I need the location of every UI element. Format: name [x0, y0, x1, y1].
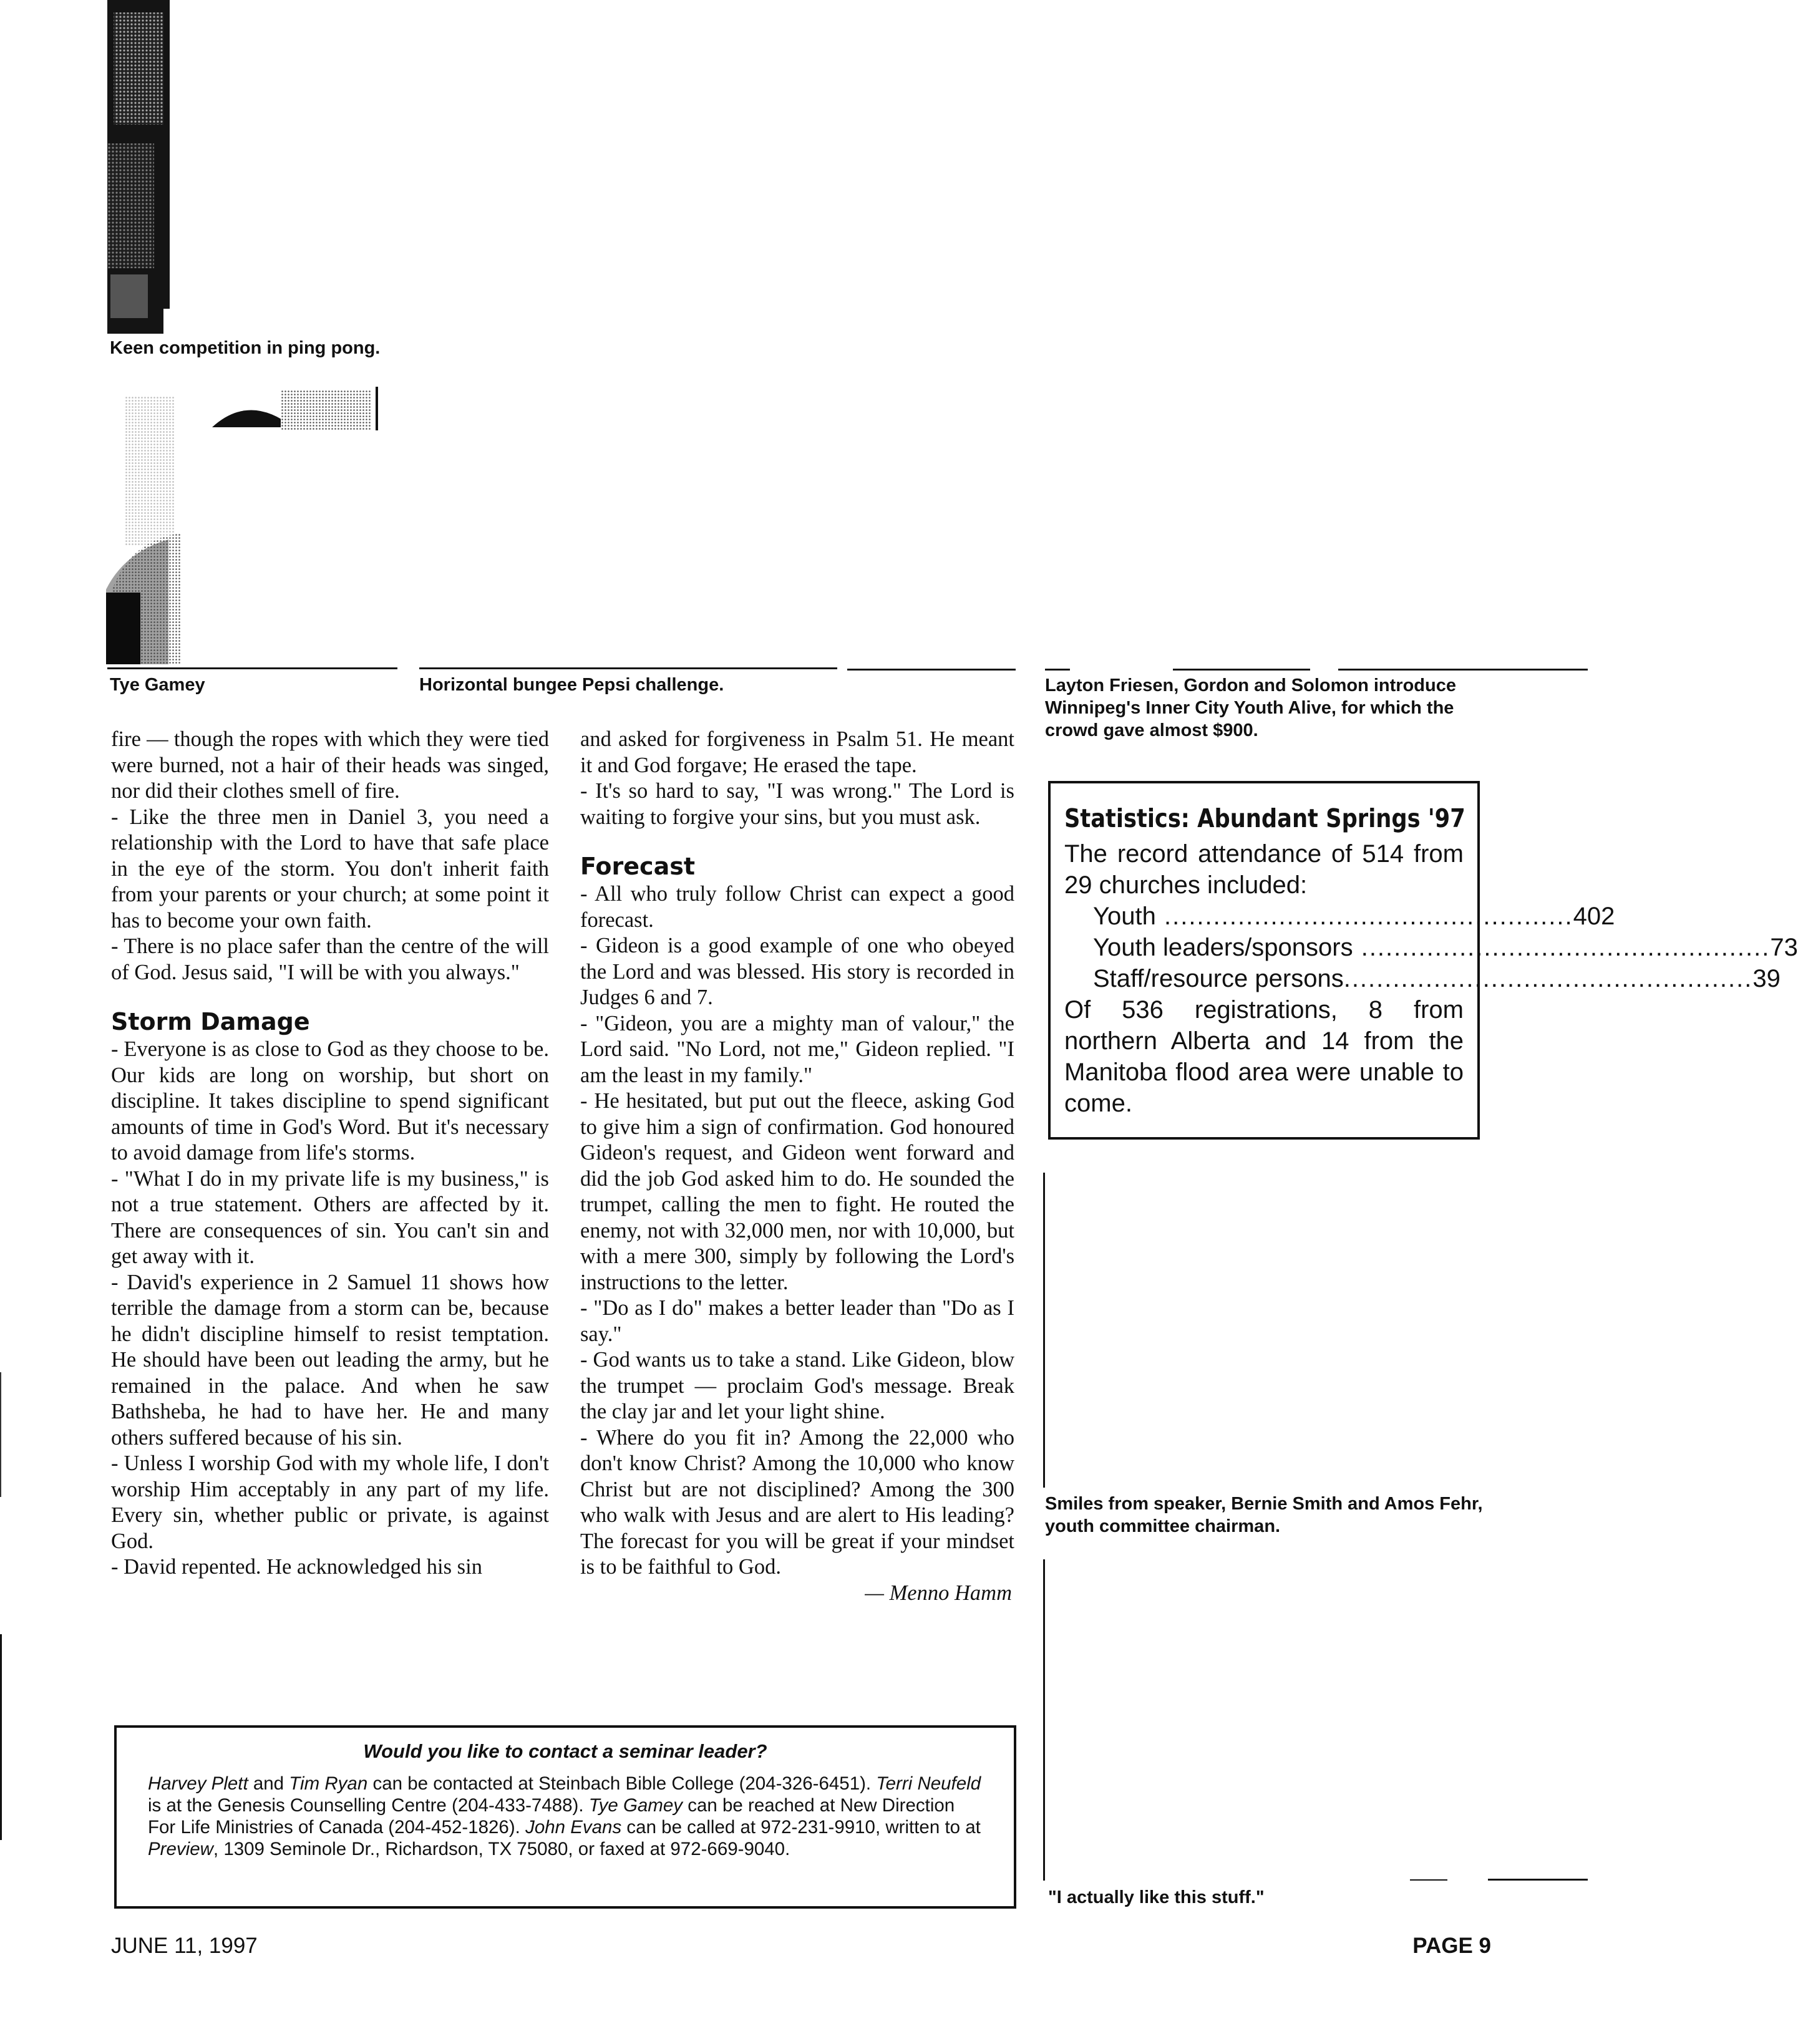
contact-title: Would you like to contact a seminar leader? [363, 1740, 767, 1762]
stuff-rule-1 [1410, 1879, 1447, 1881]
stat-row-staff [1064, 963, 1781, 994]
storm-damage-heading: Storm Damage [111, 1008, 310, 1035]
bungee-caption: Horizontal bungee Pepsi challenge. [419, 675, 724, 695]
stat-row-leaders [1064, 932, 1798, 963]
caption-rule-3 [847, 669, 1016, 671]
statistics-intro: The record attendance of 514 from 29 churches included: [1064, 840, 1464, 899]
contact-publication: Preview [148, 1839, 213, 1859]
scan-mark [0, 1634, 2, 1840]
ping-pong-photo [107, 0, 170, 334]
col2-paragraph: - He hesitated, but put out the fleece, asking God to give him a sign of confirmation. God honoured Gideon's request, and Gideon went forward and did the job God asked him to do. He sounded the trumpet, calling the men to fight. He routed the enemy, not with 32,000 men, nor with 10,000, but with a mere 300, simply by following the Lord's instructions to the letter. [580, 1089, 1014, 1294]
col1-paragraph: fire — though the ropes with which they were tied were burned, not a hair of their heads was singed, nor did their clothes smell of fire. [111, 727, 549, 803]
stuff-photo-frame [1043, 1559, 1045, 1881]
article-column-2 [580, 727, 1014, 1606]
statistics-box [1048, 781, 1798, 1140]
tye-gamey-caption: Tye Gamey [110, 675, 205, 695]
footer-page-number: PAGE 9 [1412, 1934, 1491, 1958]
col1-paragraph: - There is no place safer than the centre of the will of God. Jesus said, "I will be with you always." [111, 934, 549, 984]
ping-pong-caption: Keen competition in ping pong. [110, 338, 381, 358]
stat-dots: .................................................. [1353, 934, 1771, 961]
contact-fragment: can be contacted at Steinbach Bible College (204-326-6451). [367, 1773, 877, 1794]
stat-label: Youth [1093, 903, 1156, 930]
caption-rule-6 [1338, 669, 1588, 671]
contact-name: Tim Ryan [289, 1773, 368, 1794]
stat-value: 73 [1770, 934, 1798, 961]
stat-row-youth [1064, 901, 1615, 932]
col1-paragraph: - David repented. He acknowledged his sin [111, 1555, 482, 1579]
stat-label: Staff/resource persons [1093, 965, 1344, 992]
stat-dots: .................................................. [1155, 903, 1573, 930]
contact-fragment: can be called at 972-231-9910, written to at [621, 1817, 981, 1838]
byline: — Menno Hamm [865, 1581, 1012, 1605]
stat-dots: .................................................. [1343, 965, 1753, 992]
col2-paragraph: and asked for forgiveness in Psalm 51. He meant it and God forgave; He erased the tape. [580, 727, 1014, 777]
tye-gamey-photo [106, 384, 424, 664]
stat-label: Youth leaders/sponsors [1093, 934, 1353, 961]
statistics-title: Statistics: Abundant Springs '97 [1064, 803, 1465, 833]
contact-fragment: is at the Genesis Counselling Centre (204-433-7488). [148, 1795, 589, 1816]
contact-name: John Evans [525, 1817, 622, 1838]
contact-name: Harvey Plett [148, 1773, 248, 1794]
col2-paragraph: - Gideon is a good example of one who obeyed the Lord and was blessed. His story is recorded in Judges 6 and 7. [580, 934, 1014, 1009]
scan-mark [0, 1372, 1, 1497]
smiles-caption: Smiles from speaker, Bernie Smith and Amos Fehr, youth committee chairman. [1045, 1494, 1483, 1536]
stuff-caption: "I actually like this stuff." [1048, 1887, 1265, 1907]
article-column-1 [111, 727, 549, 1581]
contact-text [148, 1773, 983, 1860]
footer-date: JUNE 11, 1997 [111, 1934, 258, 1958]
contact-name: Terri Neufeld [876, 1773, 981, 1794]
contact-box [114, 1725, 1016, 1909]
caption-rule-4 [1045, 669, 1070, 671]
forecast-heading: Forecast [580, 853, 695, 880]
col2-paragraph: - "Gideon, you are a mighty man of valour," the Lord said. "No Lord, not me," Gideon replied. "I am the least in my family." [580, 1011, 1014, 1087]
caption-rule-1 [107, 667, 397, 669]
stat-value: 402 [1573, 903, 1615, 930]
layton-caption: Layton Friesen, Gordon and Solomon introduce Winnipeg's Inner City Youth Alive, for which the crowd gave almost $900. [1045, 676, 1456, 740]
col2-paragraph: - God wants us to take a stand. Like Gideon, blow the trumpet — proclaim God's message. Break the clay jar and let your light shine. [580, 1348, 1014, 1423]
stuff-rule-2 [1488, 1879, 1588, 1881]
col2-paragraph: - "Do as I do" makes a better leader than "Do as I say." [580, 1296, 1014, 1346]
col2-paragraph: - It's so hard to say, "I was wrong." The Lord is waiting to forgive your sins, but you must ask. [580, 779, 1014, 829]
col1-paragraph: - Unless I worship God with my whole life, I don't worship Him acceptably in any part of my life. Every sin, whether public or private, is against God. [111, 1451, 549, 1553]
col1-paragraph: - Like the three men in Daniel 3, you need a relationship with the Lord to have that safe place in the eye of the storm. You don't inherit faith from your parents or your church; at some point it has to become your own faith. [111, 805, 549, 932]
contact-fragment: can be reached at New Direction For Life Ministries of Canada (204-452-1826). [148, 1795, 955, 1838]
contact-name: Tye Gamey [588, 1795, 683, 1816]
col1-paragraph: - Everyone is as close to God as they choose to be. Our kids are long on worship, but short on discipline. It takes discipline to spend significant amounts of time in God's Word. But it's necessary to avoid damage from life's storms. [111, 1037, 549, 1165]
caption-rule-2 [419, 667, 837, 669]
contact-fragment: , 1309 Seminole Dr., Richardson, TX 75080, or faxed at 972-669-9040. [213, 1839, 790, 1859]
stat-value: 39 [1752, 965, 1781, 992]
smiles-photo-frame [1043, 1173, 1045, 1488]
contact-fragment: and [248, 1773, 289, 1794]
col2-paragraph: - Where do you fit in? Among the 22,000 who don't know Christ? Among the 10,000 who know Christ but are not disciplined? Among the 300 who walk with Jesus and are alert to His leading? The forecast for you will be great if your mindset is to be faithful to God. [580, 1425, 1014, 1579]
col1-paragraph: - David's experience in 2 Samuel 11 shows how terrible the damage from a storm can be, because he didn't discipline himself to resist temptation. He should have been out leading the army, but he remained in the palace. And when he saw Bathsheba, he had to have her. He and many others suffered because of his sin. [111, 1270, 549, 1450]
col2-paragraph: - All who truly follow Christ can expect a good forecast. [580, 882, 1014, 932]
statistics-outro: Of 536 registrations, 8 from northern Alberta and 14 from the Manitoba flood area were unable to come. [1064, 996, 1464, 1117]
col1-paragraph: - "What I do in my private life is my business," is not a true statement. Others are affected by it. There are consequences of sin. You can't sin and get away with it. [111, 1166, 549, 1268]
caption-rule-5 [1173, 669, 1310, 671]
